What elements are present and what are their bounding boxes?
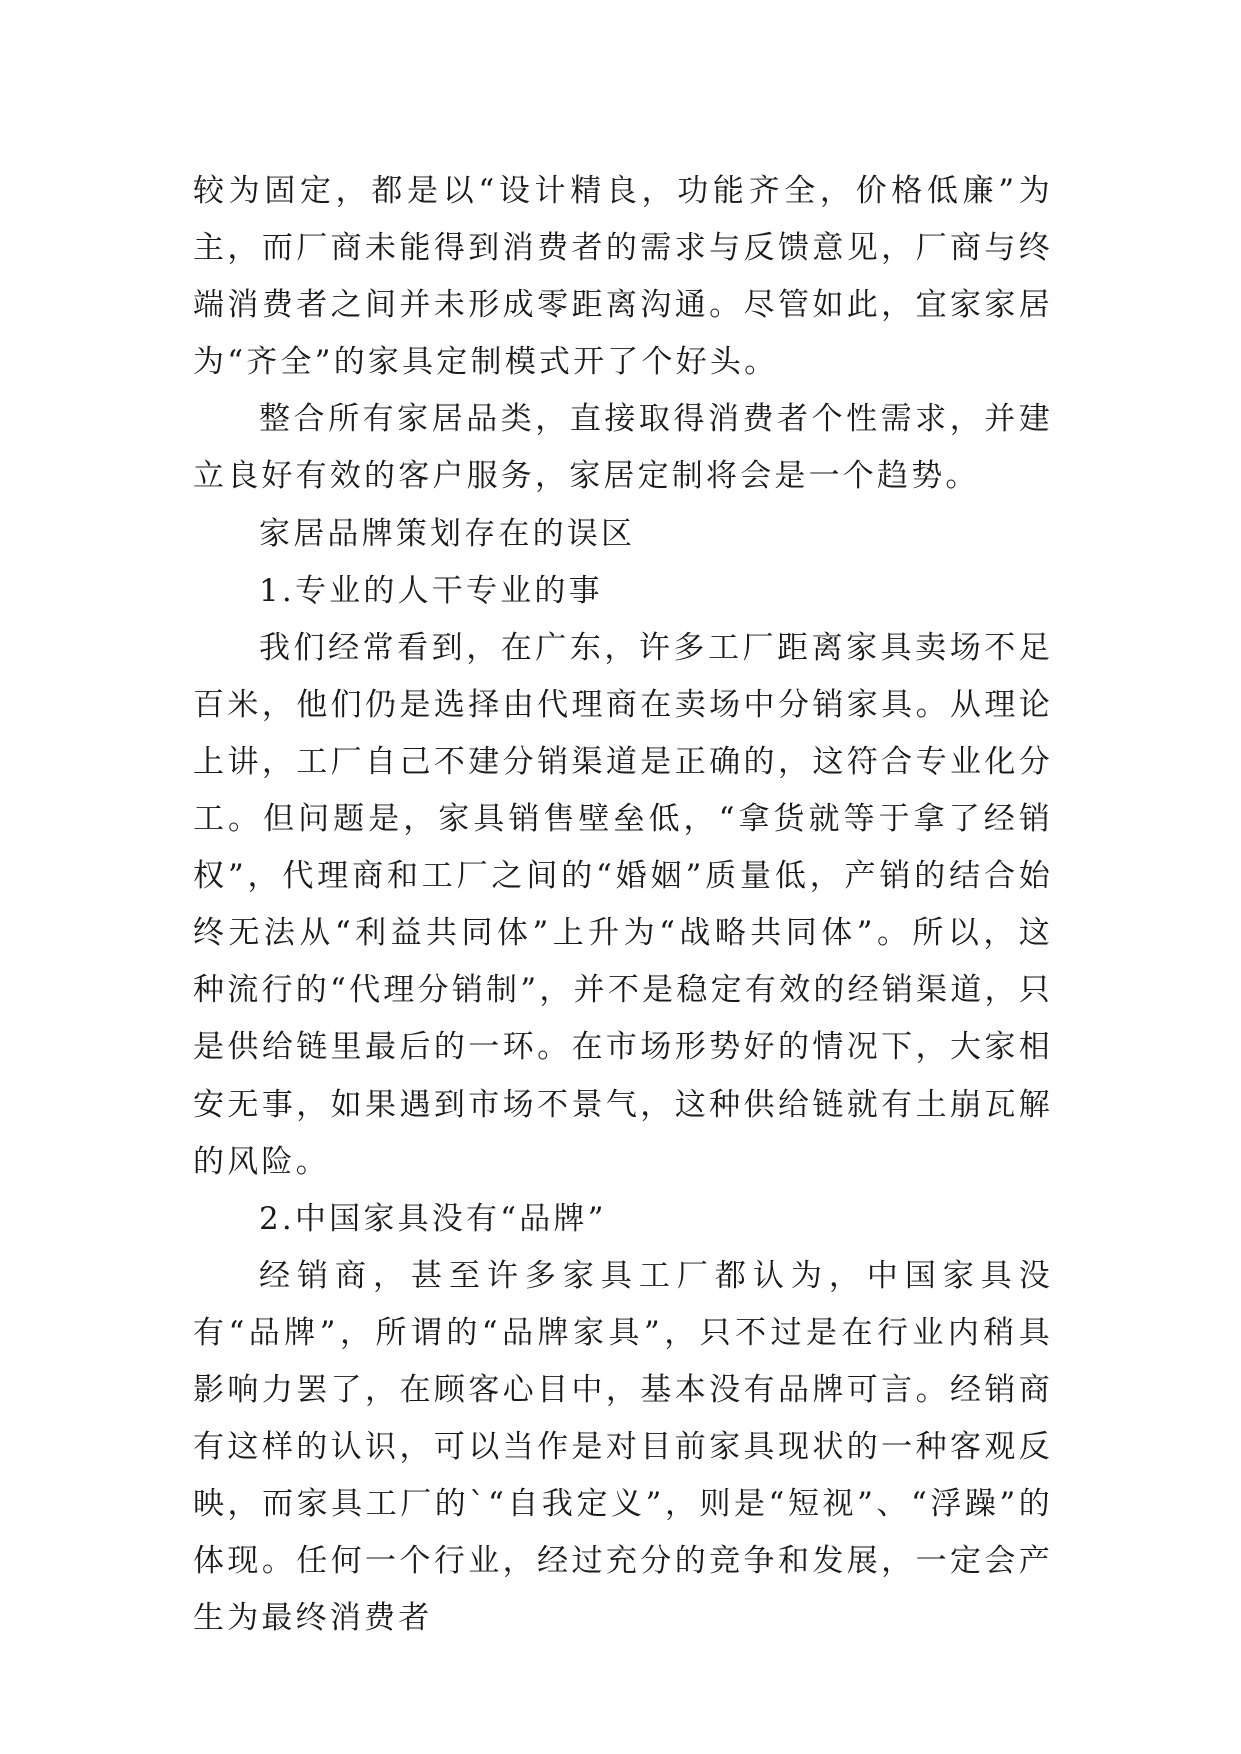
paragraph-brand-perception: 经销商，甚至许多家具工厂都认为，中国家具没有“品牌”，所谓的“品牌家具”，只不过是在行业内稍具影响力罢了，在顾客心目中，基本没有品牌可言。经销商有这样的认识，可以当作是对目前家具现状的一种客观反映，而家具工厂的`“自我定义”，则是“短视”、“浮躁”的体现。任何一个行业，经过充分的竞争和发展，一定会产生为最终消费者 (193, 1257, 1053, 1637)
paragraph-distribution-channels: 我们经常看到，在广东，许多工厂距离家具卖场不足百米，他们仍是选择由代理商在卖场中分销家具。从理论上讲，工厂自己不建分销渠道是正确的，这符合专业化分工。但问题是，家具销售壁垒低，“拿货就等于拿了经销权”，代理商和工厂之间的“婚姻”质量低，产销的结合始终无法从“利益共同体”上升为“战略共同体”。所以，这种流行的“代理分销制”，并不是稳定有效的经销渠道，只是供给链里最后的一环。在市场形势好的情况下，大家相安无事，如果遇到市场不景气，这种供给链就有土崩瓦解的风险。 (193, 629, 1053, 1180)
paragraph-ikea-customization: 较为固定，都是以“设计精良，功能齐全，价格低廉”为主，而厂商未能得到消费者的需求与反馈意见，厂商与终端消费者之间并未形成零距离沟通。尽管如此，宜家家居为“齐全”的家具定制模式开了个好头。 (193, 173, 1053, 381)
section-heading-misconceptions: 家居品牌策划存在的误区 (259, 515, 636, 552)
subheading-no-brand: 2.中国家具没有“品牌” (259, 1200, 607, 1237)
paragraph-customization-trend: 整合所有家居品类，直接取得消费者个性需求，并建立良好有效的客户服务，家居定制将会是一个趋势。 (193, 401, 1053, 495)
document-body (193, 163, 1053, 1647)
subheading-professional-division: 1.专业的人干专业的事 (259, 572, 603, 609)
